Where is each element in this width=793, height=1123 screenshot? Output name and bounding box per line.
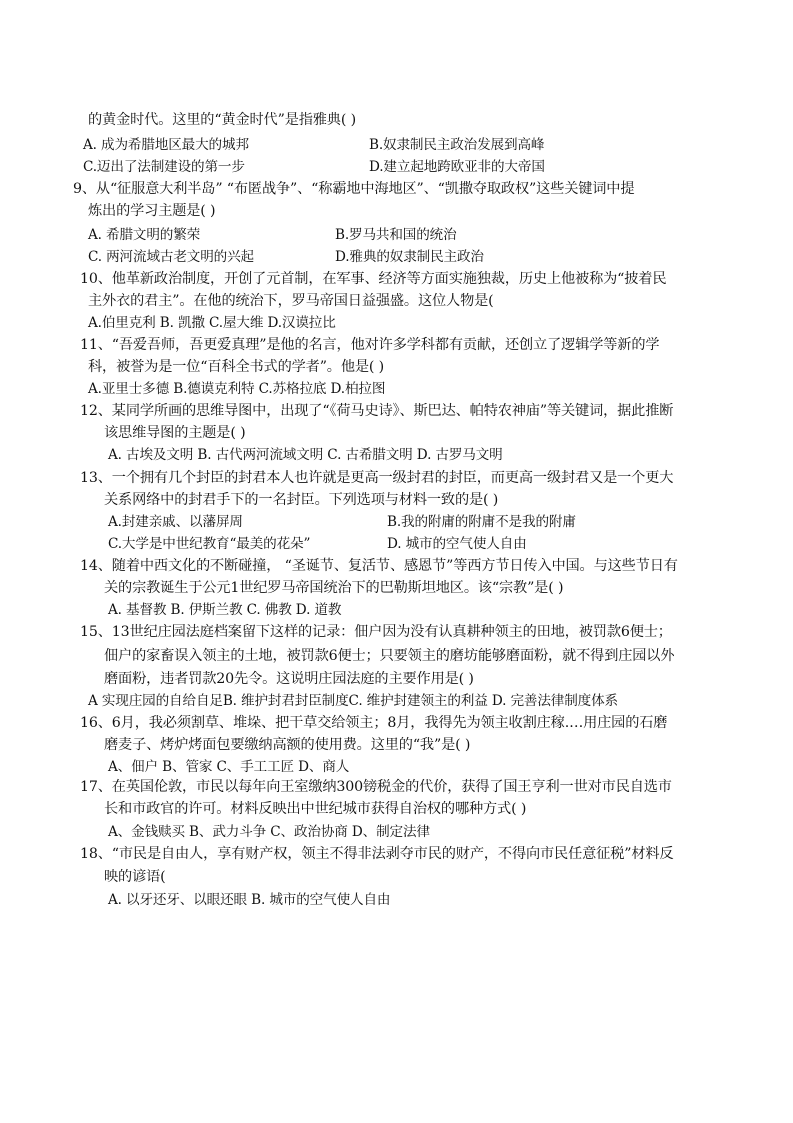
question-16-stem-line-1: 16、6月，我必须割草、堆垛、把干草交给领主；8月，我得先为领主收割庄稼.…用庄园的石磨 [80, 715, 668, 731]
question-18-stem-line-2: 映的谚语( [104, 869, 166, 885]
question-13-option-c: C.大学是中世纪教育“最美的花朵” [108, 536, 311, 552]
question-13-option-b: B.我的附庸的附庸不是我的附庸 [387, 514, 576, 530]
question-8-option-d: D.建立起地跨欧亚非的大帝国 [369, 159, 545, 175]
question-16-stem-line-2: 磨麦子、烤炉烤面包要缴纳高额的使用费。这里的“我”是( ) [104, 737, 471, 753]
question-15-stem-line-2: 佃户的家畜误入领主的土地，被罚款6便士；只要领主的磨坊能够磨面粉，就不得到庄园以外 [104, 648, 675, 664]
question-9-option-b: B.罗马共和国的统治 [335, 227, 457, 243]
question-9-stem-line-2: 炼出的学习主题是( ) [88, 203, 216, 219]
question-8-stem-continued: 的黄金时代。这里的“黄金时代”是指雅典( ) [88, 112, 356, 128]
question-12-stem-line-2: 该思维导图的主题是( ) [104, 425, 246, 441]
question-13-option-d: D. 城市的空气使人自由 [387, 536, 527, 552]
question-17-stem-line-1: 17、在英国伦敦，市民以每年向王室缴纳300镑税金的代价，获得了国王亨利一世对市民自选市 [80, 779, 672, 795]
question-9-option-a: A. 希腊文明的繁荣 [88, 227, 201, 243]
question-14-stem-line-2: 关的宗教诞生于公元1世纪罗马帝国统治下的巴勒斯坦地区。该“宗教”是( ) [104, 580, 564, 596]
question-8-option-c: C.迈出了法制建设的第一步 [83, 159, 245, 175]
question-13-stem-line-1: 13、一个拥有几个封臣的封君本人也许就是更高一级封君的封臣，而更高一级封君又是一个更大 [80, 470, 674, 486]
question-12-options: A. 古埃及文明 B. 古代两河流域文明 C. 古希腊文明 D. 古罗马文明 [108, 447, 503, 463]
question-10-options: A.伯里克利 B. 凯撒 C.屋大维 D.汉谟拉比 [88, 315, 336, 331]
question-9-option-d: D.雅典的奴隶制民主政治 [335, 249, 484, 265]
question-12-stem-line-1: 12、某同学所画的思维导图中，出现了“《荷马史诗》、斯巴达、帕特农神庙”等关键词，据此推断 [80, 403, 674, 419]
question-8-option-b: B.奴隶制民主政治发展到高峰 [369, 137, 545, 153]
question-18-stem-line-1: 18、“市民是自由人，享有财产权，领主不得非法剥夺市民的财产，不得向市民任意征税”材料反 [80, 846, 674, 862]
question-11-stem-line-1: 11、“吾爱吾师，吾更爱真理”是他的名言，他对许多学科都有贡献，还创立了逻辑学等新的学 [80, 337, 660, 353]
question-17-stem-line-2: 长和市政官的许可。材料反映出中世纪城市获得自治权的哪种方式( ) [104, 801, 527, 817]
question-10-stem-line-1: 10、他革新政治制度，开创了元首制，在军事、经济等方面实施独裁，历史上他被称为“披着民 [80, 271, 667, 287]
question-14-stem-line-1: 14、随着中西文化的不断碰撞， “圣诞节、复活节、感恩节”等西方节日传入中国。与这些节日有 [80, 558, 678, 574]
question-11-options: A.亚里士多德 B.德谟克利特 C.苏格拉底 D.柏拉图 [88, 381, 386, 397]
question-11-stem-line-2: 科，被誉为是一位“百科全书式的学者”。他是( ) [88, 359, 385, 375]
question-15-stem-line-1: 15、13世纪庄园法庭档案留下这样的记录：佃户因为没有认真耕种领主的田地，被罚款6便士； [80, 624, 672, 640]
question-13-stem-line-2: 关系网络中的封君手下的一名封臣。下列选项与材料一致的是( ) [104, 492, 499, 508]
question-16-options: A、佃户 B、管家 C、手工工匠 D、商人 [108, 759, 350, 775]
question-15-options: A 实现庄园的自给自足B. 维护封君封臣制度C. 维护封建领主的利益 D. 完善法律制度体系 [88, 693, 618, 709]
question-8-option-a: A. 成为希腊地区最大的城邦 [83, 137, 249, 153]
question-17-options: A、金钱赎买 B、武力斗争 C、政治协商 D、制定法律 [108, 824, 430, 840]
question-10-stem-line-2: 主外衣的君主”。在他的统治下，罗马帝国日益强盛。这位人物是( [88, 293, 494, 309]
question-13-option-a: A.封建亲戚、以藩屏周 [108, 514, 243, 530]
question-9-stem-line-1: 9、从“征服意大利半岛” “布匿战争”、“称霸地中海地区”、“凯撒夺取政权”这些关键词中提 [73, 181, 635, 197]
question-15-stem-line-3: 磨面粉，违者罚款20先令。这说明庄园法庭的主要作用是( ) [104, 671, 474, 687]
question-9-option-c: C. 两河流域古老文明的兴起 [88, 249, 254, 265]
question-14-options: A. 基督教 B. 伊斯兰教 C. 佛教 D. 道教 [108, 602, 342, 618]
question-18-options: A. 以牙还牙、以眼还眼 B. 城市的空气使人自由 [108, 892, 391, 908]
